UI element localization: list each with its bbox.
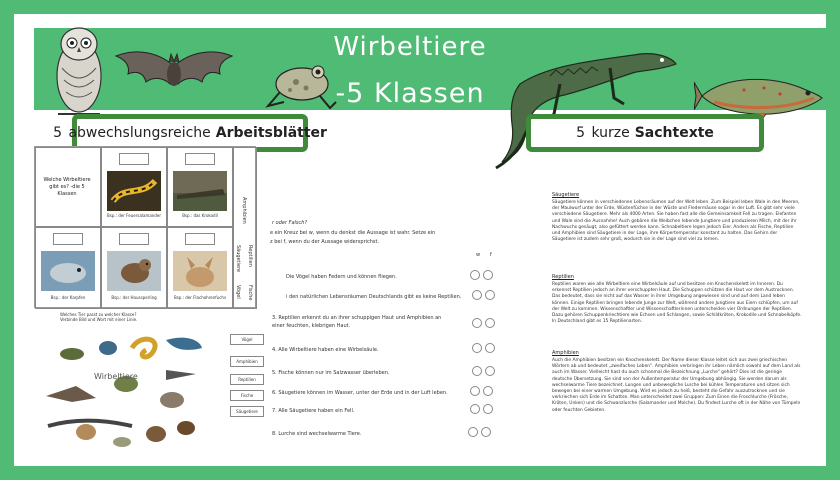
quiz-statement-6: 6. Säugetiere können im Wasser, unter der Erde und in der Luft leben. bbox=[272, 390, 448, 396]
answer-false-2[interactable] bbox=[485, 290, 495, 300]
crocodile-photo bbox=[173, 171, 227, 211]
text-heading-saeugetiere: Säugetiere bbox=[552, 192, 580, 198]
worksheet-true-false bbox=[258, 194, 508, 464]
texts-label-bold: Sachtexte bbox=[634, 125, 714, 141]
quiz-statement-4: 4. Alle Wirbeltiere haben eine Wirbelsäule. bbox=[272, 347, 379, 353]
quiz-statement-3: 3. Reptilien erkennt du an ihrer schuppigen Haut und Amphibien an einer feuchten, klebrigen Haut. bbox=[272, 315, 442, 329]
answer-false-5[interactable] bbox=[485, 366, 495, 376]
worksheet-title: Welche Wirbeltiere gibt es? -die 5 Klassen bbox=[43, 177, 91, 197]
title-line-1: Wirbeltiere bbox=[333, 32, 487, 62]
title-line-2: -5 Klassen bbox=[335, 78, 485, 109]
answer-box bbox=[185, 233, 215, 245]
quiz-statement-8: 8. Lurche sind wechselwarme Tiere. bbox=[272, 431, 362, 437]
side-label-amphibien: Amphibien bbox=[241, 197, 247, 224]
side-label-reptilien: Reptilien bbox=[247, 245, 253, 267]
answer-false-7[interactable] bbox=[483, 404, 493, 414]
answer-true-5[interactable] bbox=[472, 366, 482, 376]
answer-true-7[interactable] bbox=[470, 404, 480, 414]
caption-carp: Bsp.: der Karpfen bbox=[50, 295, 86, 300]
caption-sparrow: Bsp.: der Haussperling bbox=[111, 295, 157, 300]
text-heading-amphibien: Amphibien bbox=[552, 350, 579, 356]
class-box-amphibien: Amphibien bbox=[230, 356, 264, 367]
answer-box bbox=[185, 153, 215, 165]
side-label-voegel: Vögel bbox=[235, 285, 241, 299]
owl-illustration bbox=[48, 18, 110, 118]
matching-instructions: Welches Tier passt zu welcher Klasse? Verbinde Bild und Wort mit einer Linie. bbox=[60, 312, 138, 322]
fox-photo bbox=[173, 251, 227, 291]
page-canvas bbox=[14, 14, 826, 466]
bat-illustration bbox=[114, 46, 234, 102]
texts-count: 5 bbox=[576, 125, 585, 141]
text-body-saeugetiere: Säugetiere können in verschiedenen Lebensräumen auf der Welt leben. Zum Beispiel leben Wale in den Meeren, der Maulwurf unter der Erde, Wüstenfüchse in der Wüste und Fledermäuse sogar in der Luft. Es gibt sehr viele verschiedene Säugetiere. Mehr als 4000 Arten. Sie haben fast alle die Gemeinsamkeit Fell zu tragen. Elefanten und Wale sind die Ausnahme! Auch gebären die Weibchen lebende Jungtiere und produzieren Milch, mit der ihr Nachwuchs gesäugt, also gefüttert werden kann. Schnabeltiere legen jedoch Eier. Anders als Fische, Reptilien und Amphibien sind Säugetiere in der Lage, ihre Körpertemperatur konstant zu halten. Das Gehirn der Säugetiere ist zudem sehr groß, wodurch sie in der Lage sind viel zu lernen. bbox=[552, 200, 800, 243]
class-box-fische: Fische bbox=[230, 390, 264, 401]
texts-label-text: kurze bbox=[591, 125, 630, 141]
sparrow-photo bbox=[107, 251, 161, 291]
quiz-heading: r oder Falsch? bbox=[272, 220, 308, 226]
answer-false-4[interactable] bbox=[485, 343, 495, 353]
worksheets-label-text: abwechslungsreiche bbox=[68, 125, 211, 141]
column-false-label: f bbox=[490, 252, 492, 258]
answer-false-8[interactable] bbox=[481, 427, 491, 437]
class-box-voegel: Vögel bbox=[230, 334, 264, 345]
answer-false-6[interactable] bbox=[483, 386, 493, 396]
answer-false-3[interactable] bbox=[485, 318, 495, 328]
answer-true-2[interactable] bbox=[472, 290, 482, 300]
quiz-statement-7: 7. Alle Säugetiere haben ein Fell. bbox=[272, 408, 355, 414]
caption-salamander: Bsp.: der Feuersalamander bbox=[107, 213, 161, 218]
answer-box bbox=[119, 153, 149, 165]
answer-true-4[interactable] bbox=[472, 343, 482, 353]
quiz-instruction-2: z bei f, wenn du der Aussage widersprichst. bbox=[270, 239, 380, 245]
text-body-reptilien: Reptilien waren wie alle Wirbeltiere eine Wirbelsäule auf und besitzen ein Knochenskelett im Inneren. Du erkennst Reptilien jedoch an ihrer verschuppten Haut. Die Schuppen schützen die Haut vor dem Austrocknen. Das bedeutet, dass sie nicht auf das Wasser in ihrer Umgebung angewiesen sind und auf dem Land leben können. Einige Reptilien bringen lebende Junge zur Welt, während andere Jungtiere aus Eiern schlüpfen, um auf der Welt zu kommen. Wissenschaftler und Wissenschaftlerinnen unterscheiden vier Ordnungen der Reptilien. Dazu gehören Schuppenkriechtiere wie Echsen und Schlangen, sowie Schildkröten, Krokodile und Schnabelköpfe. In Deutschland gibt es 15 Reptilienarten. bbox=[552, 282, 802, 325]
answer-box bbox=[53, 233, 83, 245]
class-box-reptilien: Reptilien bbox=[230, 374, 264, 385]
caption-crocodile: Bsp.: das Krokodil bbox=[182, 213, 218, 218]
column-true-label: w bbox=[476, 252, 481, 258]
worksheets-label-bold: Arbeitsblätter bbox=[215, 125, 327, 141]
answer-true-8[interactable] bbox=[468, 427, 478, 437]
worksheet-classes bbox=[34, 146, 256, 308]
quiz-statement-2: i den natürlichen Lebensräumen Deutschlands gibt es keine Reptilien. bbox=[286, 294, 462, 300]
quiz-statement-1: Die Vögel haben Federn und können fliegen. bbox=[286, 274, 397, 280]
worksheets-count: 5 bbox=[53, 125, 62, 141]
class-box-saeugetiere: Säugetiere bbox=[230, 406, 264, 417]
worksheet-matching bbox=[34, 312, 264, 462]
texts-label bbox=[526, 114, 764, 152]
carp-photo bbox=[41, 251, 95, 291]
animal-collage bbox=[36, 330, 206, 454]
matching-title: Wirbeltiere bbox=[94, 372, 138, 381]
answer-box bbox=[119, 233, 149, 245]
side-label-saeugetiere: Säugetiere bbox=[235, 245, 241, 273]
quiz-instruction-1: e ein Kreuz bei w, wenn du denkst die Aussage ist wahr. Setze ein bbox=[270, 230, 436, 236]
frog-illustration bbox=[260, 52, 340, 114]
quiz-statement-5: 5. Fische können nur im Salzwasser überleben. bbox=[272, 370, 390, 376]
text-body-amphibien: Auch die Amphibien besitzen ein Knochenskelett. Der Name dieser Klasse leitet sich aus zwei griechischen Wörtern ab und bedeutet „zweifaches Leben". Amphibien verbringen ihr Leben nämlich sowohl auf dem Land als auch im Wasser. Vielleicht hast du auch schonmal die Bezeichnung „Lurche" gehört? Dies ist die geringe deutsche Übersetzung. Sie sind von der Außentemperatur der Umgebung abhängig. Sie werden darum als wechselwarme Tiere bezeichnet. Lungen und unbewegliche Lurche bei kühlen Temperaturen und sitzen sich bewegen bei einer warmen Umgebung. Wird es jedoch zu heiß, besteht die Gefahr auszutrocknen und sie verkriechen sich Erde im Schatten. Man unterscheidet zwei Gruppen: Zum Einen die Froschlurche (Frösche, Kröten, Unken) und die Schwanzlurche (Salamander und Molche). Du findest Lurche oft in der Nähe von Tümpeln oder feuchten Gebieten. bbox=[552, 358, 801, 413]
side-label-fische: Fische bbox=[247, 285, 253, 301]
worksheet-texts bbox=[552, 182, 812, 452]
answer-true-1[interactable] bbox=[470, 270, 480, 280]
answer-true-3[interactable] bbox=[472, 318, 482, 328]
salamander-photo bbox=[107, 171, 161, 211]
answer-false-1[interactable] bbox=[483, 270, 493, 280]
answer-true-6[interactable] bbox=[470, 386, 480, 396]
text-heading-reptilien: Reptilien bbox=[552, 274, 574, 280]
caption-fox: Bsp.: der Flachohrenfuchs bbox=[173, 295, 227, 300]
